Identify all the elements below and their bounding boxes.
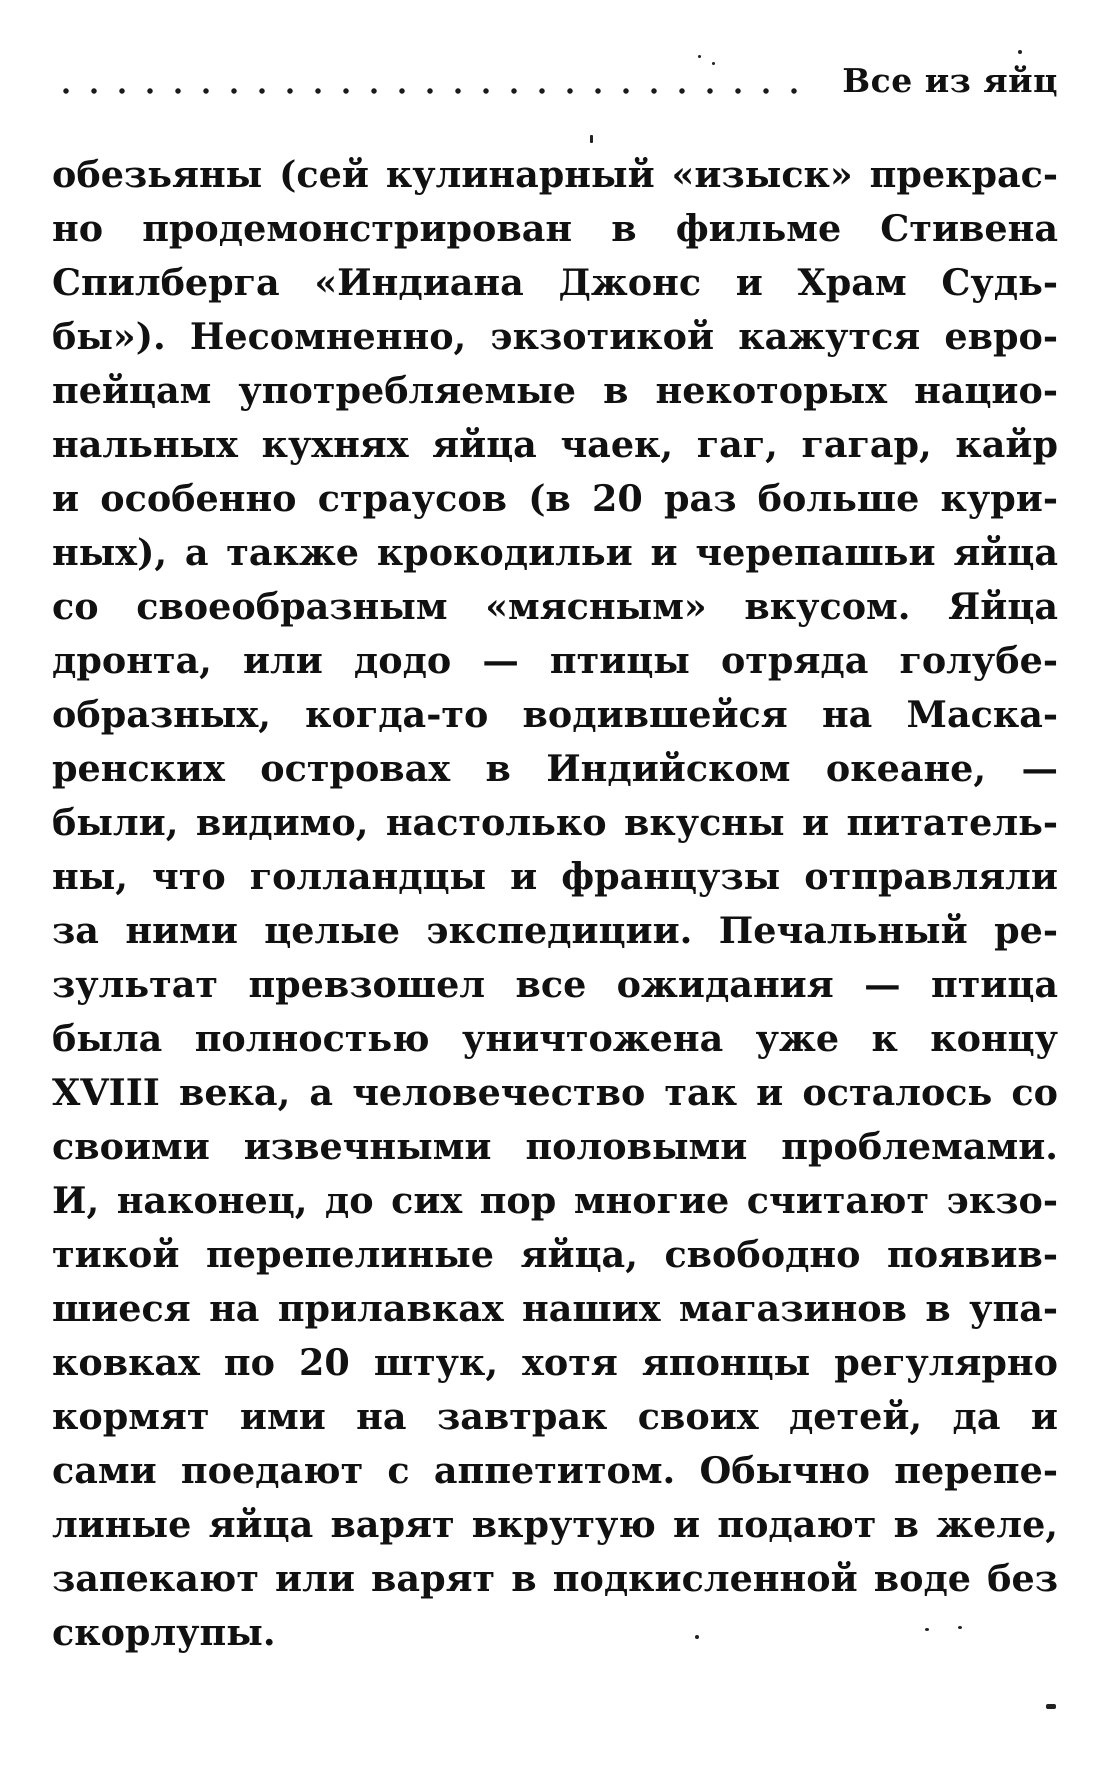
- text-line: линые яйца варят вкрутую и подают в желе,: [52, 1503, 1058, 1546]
- text-line: со своеобразным «мясным» вкусом. Яйца: [52, 585, 1058, 628]
- text-line: была полностью уничтожена уже к концу: [52, 1017, 1058, 1060]
- text-line: за ними целые экспедиции. Печальный ре-: [52, 909, 1058, 952]
- scan-speck: [695, 1635, 699, 1639]
- text-line: ренских островах в Индийском океане, —: [52, 747, 1058, 790]
- scan-speck: [590, 135, 593, 143]
- text-line: ковках по 20 штук, хотя японцы регулярно: [52, 1341, 1058, 1384]
- text-line: дронта, или додо — птицы отряда голубе-: [52, 639, 1058, 682]
- text-line: скорлупы.: [52, 1611, 276, 1654]
- page-header: [52, 48, 1058, 98]
- scan-speck: [1018, 50, 1022, 54]
- text-line: XVIII века, а человечество так и осталось со: [52, 1071, 1058, 1114]
- text-line: зультат превзошел все ожидания — птица: [52, 963, 1058, 1006]
- dotted-leader: [52, 88, 808, 94]
- text-line: ных), а также крокодильи и черепашьи яйца: [52, 531, 1058, 574]
- scan-speck: [958, 1626, 962, 1629]
- scan-speck: [925, 1628, 929, 1631]
- text-line: запекают или варят в подкисленной воде без: [52, 1557, 1058, 1600]
- scan-speck: [1046, 1704, 1056, 1709]
- text-line: были, видимо, настолько вкусны и питатель-: [52, 801, 1058, 844]
- running-title: Все из яйц: [842, 61, 1058, 100]
- text-line: ны, что голландцы и французы отправляли: [52, 855, 1058, 898]
- text-line: тикой перепелиные яйца, свободно появив-: [52, 1233, 1058, 1276]
- text-line: но продемонстрирован в фильме Стивена: [52, 207, 1058, 250]
- text-line: И, наконец, до сих пор многие считают экзо-: [52, 1179, 1058, 1222]
- text-line: бы»). Несомненно, экзотикой кажутся евро-: [52, 315, 1058, 358]
- text-line: шиеся на прилавках наших магазинов в упа-: [52, 1287, 1058, 1330]
- text-line: нальных кухнях яйца чаек, гаг, гагар, кайр: [52, 423, 1058, 466]
- text-line: кормят ими на завтрак своих детей, да и: [52, 1395, 1058, 1438]
- text-line: сами поедают с аппетитом. Обычно перепе-: [52, 1449, 1058, 1492]
- text-line: образных, когда-то водившейся на Маска-: [52, 693, 1058, 736]
- text-line: Спилберга «Индиана Джонс и Храм Судь-: [52, 261, 1058, 304]
- text-line: пейцам употребляемые в некоторых нацио-: [52, 369, 1058, 412]
- scan-speck: [698, 55, 701, 58]
- body-paragraph: [52, 148, 1058, 1660]
- text-line: обезьяны (сей кулинарный «изыск» прекрас-: [52, 153, 1058, 196]
- scan-speck: [712, 62, 715, 65]
- text-line: и особенно страусов (в 20 раз больше кури-: [52, 477, 1058, 520]
- text-line: своими извечными половыми проблемами.: [52, 1125, 1058, 1168]
